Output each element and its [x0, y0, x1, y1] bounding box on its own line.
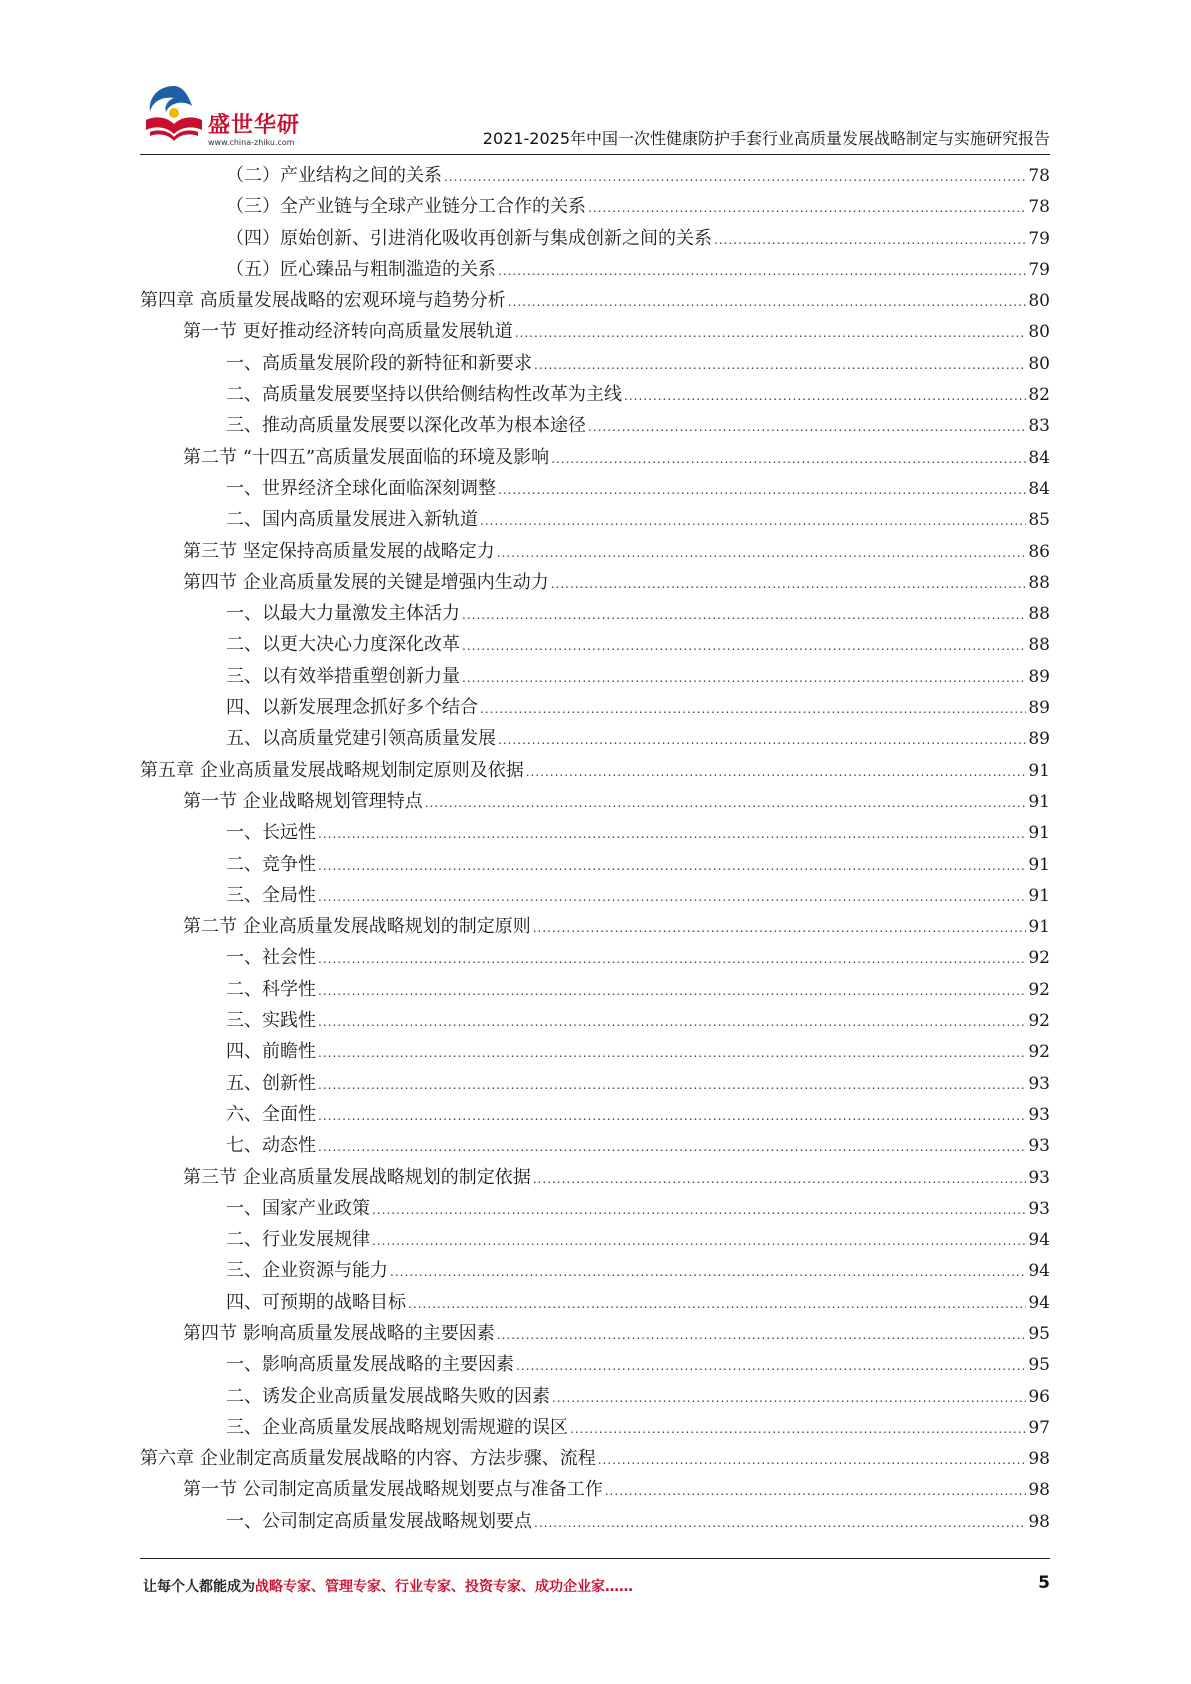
toc-entry-title: 三、全局性 [226, 884, 316, 906]
toc-entry[interactable] [140, 223, 1050, 254]
logo-url: www.china-zhiku.com [208, 138, 295, 147]
toc-dot-leader [551, 569, 1027, 600]
toc-entry-title: 第一节 公司制定高质量发展战略规划要点与准备工作 [183, 1479, 603, 1501]
toc-entry[interactable] [140, 567, 1050, 598]
toc-entry[interactable] [140, 254, 1050, 285]
toc-entry[interactable] [140, 1349, 1050, 1380]
toc-dot-leader [372, 1226, 1026, 1257]
toc-entry-title: （四）原始创新、引进消化吸收再创新与集成创新之间的关系 [226, 227, 712, 249]
toc-dot-leader [318, 1101, 1026, 1132]
toc-dot-leader [480, 506, 1026, 537]
toc-dot-leader [318, 1038, 1026, 1069]
toc-entry-title: 三、推动高质量发展要以深化改革为根本途径 [226, 415, 586, 437]
toc-dot-leader [526, 757, 1027, 788]
toc-entry-title: 一、影响高质量发展战略的主要因素 [226, 1354, 514, 1376]
toc-entry[interactable] [140, 1068, 1050, 1099]
toc-dot-leader [552, 1383, 1026, 1414]
toc-dot-leader [498, 475, 1026, 506]
toc-dot-leader [588, 193, 1026, 224]
toc-entry-page: 91 [1028, 760, 1050, 781]
toc-entry[interactable] [140, 1474, 1050, 1505]
toc-entry[interactable] [140, 598, 1050, 629]
toc-entry-title: 一、以最大力量激发主体活力 [226, 603, 460, 625]
toc-entry-page: 89 [1028, 729, 1050, 750]
toc-entry-page: 93 [1028, 1198, 1050, 1219]
toc-entry-title: （二）产业结构之间的关系 [226, 165, 442, 186]
toc-entry-title: 一、公司制定高质量发展战略规划要点 [226, 1510, 532, 1532]
toc-entry-title: 二、高质量发展要坚持以供给侧结构性改革为主线 [226, 384, 622, 406]
toc-entry-page: 94 [1028, 1230, 1050, 1251]
company-logo [140, 80, 340, 152]
toc-entry-page: 91 [1028, 885, 1050, 906]
toc-entry-title: （三）全产业链与全球产业链分工合作的关系 [226, 196, 586, 218]
toc-entry-title: 五、以高质量党建引领高质量发展 [226, 728, 496, 750]
toc-entry[interactable] [140, 410, 1050, 441]
toc-dot-leader [570, 1414, 1026, 1445]
toc-dot-leader [533, 913, 1027, 944]
toc-entry-title: 第一节 企业战略规划管理特点 [183, 790, 423, 812]
slogan-prefix: 让每个人都能成为 [143, 1579, 255, 1595]
toc-dot-leader [498, 256, 1026, 287]
toc-entry[interactable] [140, 504, 1050, 535]
toc-dot-leader [372, 1195, 1026, 1226]
toc-entry-title: 第四节 影响高质量发展战略的主要因素 [183, 1322, 495, 1344]
toc-entry-page: 88 [1028, 635, 1050, 656]
toc-dot-leader [516, 1351, 1026, 1382]
toc-entry-page: 79 [1028, 259, 1050, 280]
toc-entry-title: 一、长远性 [226, 822, 316, 844]
toc-entry[interactable] [140, 755, 1050, 786]
slogan-roles: 战略专家、管理专家、行业专家、投资专家、成功企业家…… [255, 1579, 633, 1595]
toc-entry-title: 三、实践性 [226, 1010, 316, 1032]
toc-entry-page: 84 [1028, 478, 1050, 499]
toc-entry[interactable] [140, 348, 1050, 379]
header-divider [140, 154, 1050, 155]
toc-entry-page: 92 [1028, 1011, 1050, 1032]
toc-entry-page: 93 [1028, 1136, 1050, 1157]
toc-entry-title: 第六章 企业制定高质量发展战略的内容、方法步骤、流程 [140, 1448, 596, 1470]
toc-entry-title: 一、高质量发展阶段的新特征和新要求 [226, 352, 532, 374]
toc-entry[interactable] [140, 911, 1050, 942]
toc-entry[interactable] [140, 1036, 1050, 1067]
toc-dot-leader [508, 287, 1027, 318]
toc-dot-leader [588, 412, 1026, 443]
toc-entry-title: 二、竞争性 [226, 853, 316, 875]
toc-dot-leader [318, 944, 1026, 975]
toc-entry[interactable] [140, 536, 1050, 567]
toc-entry-page: 94 [1028, 1292, 1050, 1313]
toc-entry[interactable] [140, 880, 1050, 911]
toc-entry-title: 四、前瞻性 [226, 1041, 316, 1063]
toc-entry-title: 第一节 更好推动经济转向高质量发展轨道 [183, 321, 513, 343]
footer-divider [140, 1558, 1050, 1559]
toc-entry-page: 91 [1028, 791, 1050, 812]
toc-entry-page: 93 [1028, 1167, 1050, 1188]
page-header [140, 70, 1050, 154]
toc-entry-title: 第二节 企业高质量发展战略规划的制定原则 [183, 916, 531, 938]
toc-entry-title: 四、以新发展理念抓好多个结合 [226, 697, 478, 719]
toc-entry-title: 第四章 高质量发展战略的宏观环境与趋势分析 [140, 290, 506, 312]
toc-entry[interactable] [140, 442, 1050, 473]
toc-entry[interactable] [140, 942, 1050, 973]
toc-entry-title: 第四节 企业高质量发展的关键是增强内生动力 [183, 571, 549, 593]
toc-entry-title: 六、全面性 [226, 1103, 316, 1125]
toc-entry-page: 91 [1028, 854, 1050, 875]
toc-entry[interactable] [140, 1255, 1050, 1286]
toc-entry-page: 91 [1028, 823, 1050, 844]
toc-dot-leader [318, 882, 1026, 913]
toc-dot-leader [497, 538, 1027, 569]
toc-entry[interactable] [140, 1318, 1050, 1349]
toc-dot-leader [462, 600, 1026, 631]
toc-dot-leader [462, 631, 1026, 662]
logo-emblem-icon [140, 80, 210, 150]
toc-entry[interactable] [140, 786, 1050, 817]
toc-entry[interactable] [140, 1162, 1050, 1193]
toc-dot-leader [480, 694, 1026, 725]
toc-dot-leader [551, 444, 1026, 475]
toc-entry[interactable] [140, 1193, 1050, 1224]
toc-entry-page: 98 [1028, 1480, 1050, 1501]
toc-entry-title: 一、社会性 [226, 947, 316, 969]
toc-entry-page: 85 [1028, 510, 1050, 531]
toc-entry[interactable] [140, 316, 1050, 347]
toc-entry[interactable] [140, 473, 1050, 504]
toc-entry[interactable] [140, 191, 1050, 222]
toc-entry-page: 95 [1028, 1355, 1050, 1376]
toc-dot-leader [425, 788, 1027, 819]
toc-entry[interactable] [140, 1381, 1050, 1412]
toc-entry[interactable] [140, 285, 1050, 316]
toc-dot-leader [318, 1070, 1026, 1101]
toc-dot-leader [534, 350, 1026, 381]
page-number: 5 [1038, 1573, 1050, 1593]
toc-entry-page: 96 [1028, 1386, 1050, 1407]
toc-entry[interactable] [140, 1130, 1050, 1161]
toc-dot-leader [515, 318, 1027, 349]
toc-entry-page: 95 [1028, 1323, 1050, 1344]
toc-entry-title: 三、企业资源与能力 [226, 1260, 388, 1282]
toc-entry[interactable] [140, 723, 1050, 754]
toc-entry-page: 93 [1028, 1073, 1050, 1094]
table-of-contents [140, 160, 1050, 1537]
toc-entry-page: 78 [1028, 166, 1050, 186]
toc-entry-title: 二、科学性 [226, 978, 316, 1000]
toc-entry-page: 79 [1028, 228, 1050, 249]
toc-entry[interactable] [140, 1224, 1050, 1255]
toc-entry[interactable] [140, 661, 1050, 692]
toc-entry-page: 80 [1028, 322, 1050, 343]
toc-entry-page: 86 [1028, 541, 1050, 562]
toc-entry-title: 第三节 企业高质量发展战略规划的制定依据 [183, 1166, 531, 1188]
toc-entry-title: 一、国家产业政策 [226, 1197, 370, 1219]
toc-entry[interactable] [140, 1287, 1050, 1318]
toc-entry-page: 94 [1028, 1261, 1050, 1282]
toc-dot-leader [318, 819, 1026, 850]
toc-entry-page: 97 [1028, 1417, 1050, 1438]
toc-entry-page: 82 [1028, 385, 1050, 406]
toc-dot-leader [598, 1445, 1027, 1476]
toc-dot-leader [533, 1164, 1027, 1195]
toc-entry-title: 七、动态性 [226, 1135, 316, 1157]
toc-entry[interactable] [140, 1443, 1050, 1474]
toc-dot-leader [408, 1289, 1026, 1320]
toc-entry[interactable] [140, 817, 1050, 848]
toc-dot-leader [318, 1132, 1026, 1163]
toc-entry-title: 三、以有效举措重塑创新力量 [226, 665, 460, 687]
toc-entry-title: 二、国内高质量发展进入新轨道 [226, 509, 478, 531]
toc-entry-title: 一、世界经济全球化面临深刻调整 [226, 477, 496, 499]
toc-entry-page: 92 [1028, 979, 1050, 1000]
toc-dot-leader [318, 851, 1026, 882]
toc-entry-page: 98 [1028, 1511, 1050, 1532]
toc-entry-title: （五）匠心臻品与粗制滥造的关系 [226, 258, 496, 280]
toc-entry-title: 五、创新性 [226, 1072, 316, 1094]
toc-entry[interactable] [140, 1005, 1050, 1036]
toc-entry-page: 93 [1028, 1104, 1050, 1125]
toc-entry-page: 83 [1028, 416, 1050, 437]
footer-slogan [143, 1576, 633, 1596]
toc-entry[interactable] [140, 692, 1050, 723]
toc-dot-leader [534, 1508, 1026, 1539]
toc-entry[interactable] [140, 1099, 1050, 1130]
toc-entry-page: 84 [1028, 447, 1050, 468]
toc-entry-title: 第二节 “十四五”高质量发展面临的环境及影响 [183, 446, 550, 468]
toc-entry-page: 89 [1028, 698, 1050, 719]
toc-entry[interactable] [140, 629, 1050, 660]
toc-entry-title: 四、可预期的战略目标 [226, 1291, 406, 1313]
toc-entry-page: 92 [1028, 1042, 1050, 1063]
toc-entry-title: 二、行业发展规律 [226, 1229, 370, 1251]
toc-entry-title: 二、诱发企业高质量发展战略失败的因素 [226, 1385, 550, 1407]
toc-dot-leader [462, 663, 1026, 694]
toc-entry[interactable] [140, 974, 1050, 1005]
toc-entry-page: 89 [1028, 666, 1050, 687]
toc-dot-leader [498, 725, 1026, 756]
toc-dot-leader [390, 1257, 1026, 1288]
toc-dot-leader [605, 1476, 1027, 1507]
toc-dot-leader [624, 381, 1026, 412]
toc-dot-leader [318, 976, 1026, 1007]
toc-entry-title: 三、企业高质量发展战略规划需规避的误区 [226, 1416, 568, 1438]
toc-entry-page: 88 [1028, 572, 1050, 593]
toc-entry-page: 80 [1028, 353, 1050, 374]
toc-entry-page: 88 [1028, 604, 1050, 625]
toc-entry[interactable] [140, 849, 1050, 880]
toc-dot-leader [318, 1007, 1026, 1038]
logo-name: 盛世华研 [208, 113, 301, 138]
toc-dot-leader [714, 225, 1026, 256]
toc-dot-leader [497, 1320, 1027, 1351]
toc-entry-title: 第三节 坚定保持高质量发展的战略定力 [183, 540, 495, 562]
toc-entry-page: 92 [1028, 948, 1050, 969]
toc-entry[interactable] [140, 1412, 1050, 1443]
toc-entry-page: 80 [1028, 291, 1050, 312]
toc-entry-page: 98 [1028, 1449, 1050, 1470]
toc-entry-title: 二、以更大决心力度深化改革 [226, 634, 460, 656]
toc-dot-leader [444, 162, 1026, 193]
toc-entry[interactable] [140, 1506, 1050, 1537]
toc-entry-page: 78 [1028, 197, 1050, 218]
report-title: 2021-2025年中国一次性健康防护手套行业高质量发展战略制定与实施研究报告 [482, 129, 1050, 148]
toc-entry[interactable] [140, 379, 1050, 410]
toc-entry-page: 91 [1028, 917, 1050, 938]
toc-entry[interactable] [140, 160, 1050, 191]
toc-entry-title: 第五章 企业高质量发展战略规划制定原则及依据 [140, 759, 524, 781]
